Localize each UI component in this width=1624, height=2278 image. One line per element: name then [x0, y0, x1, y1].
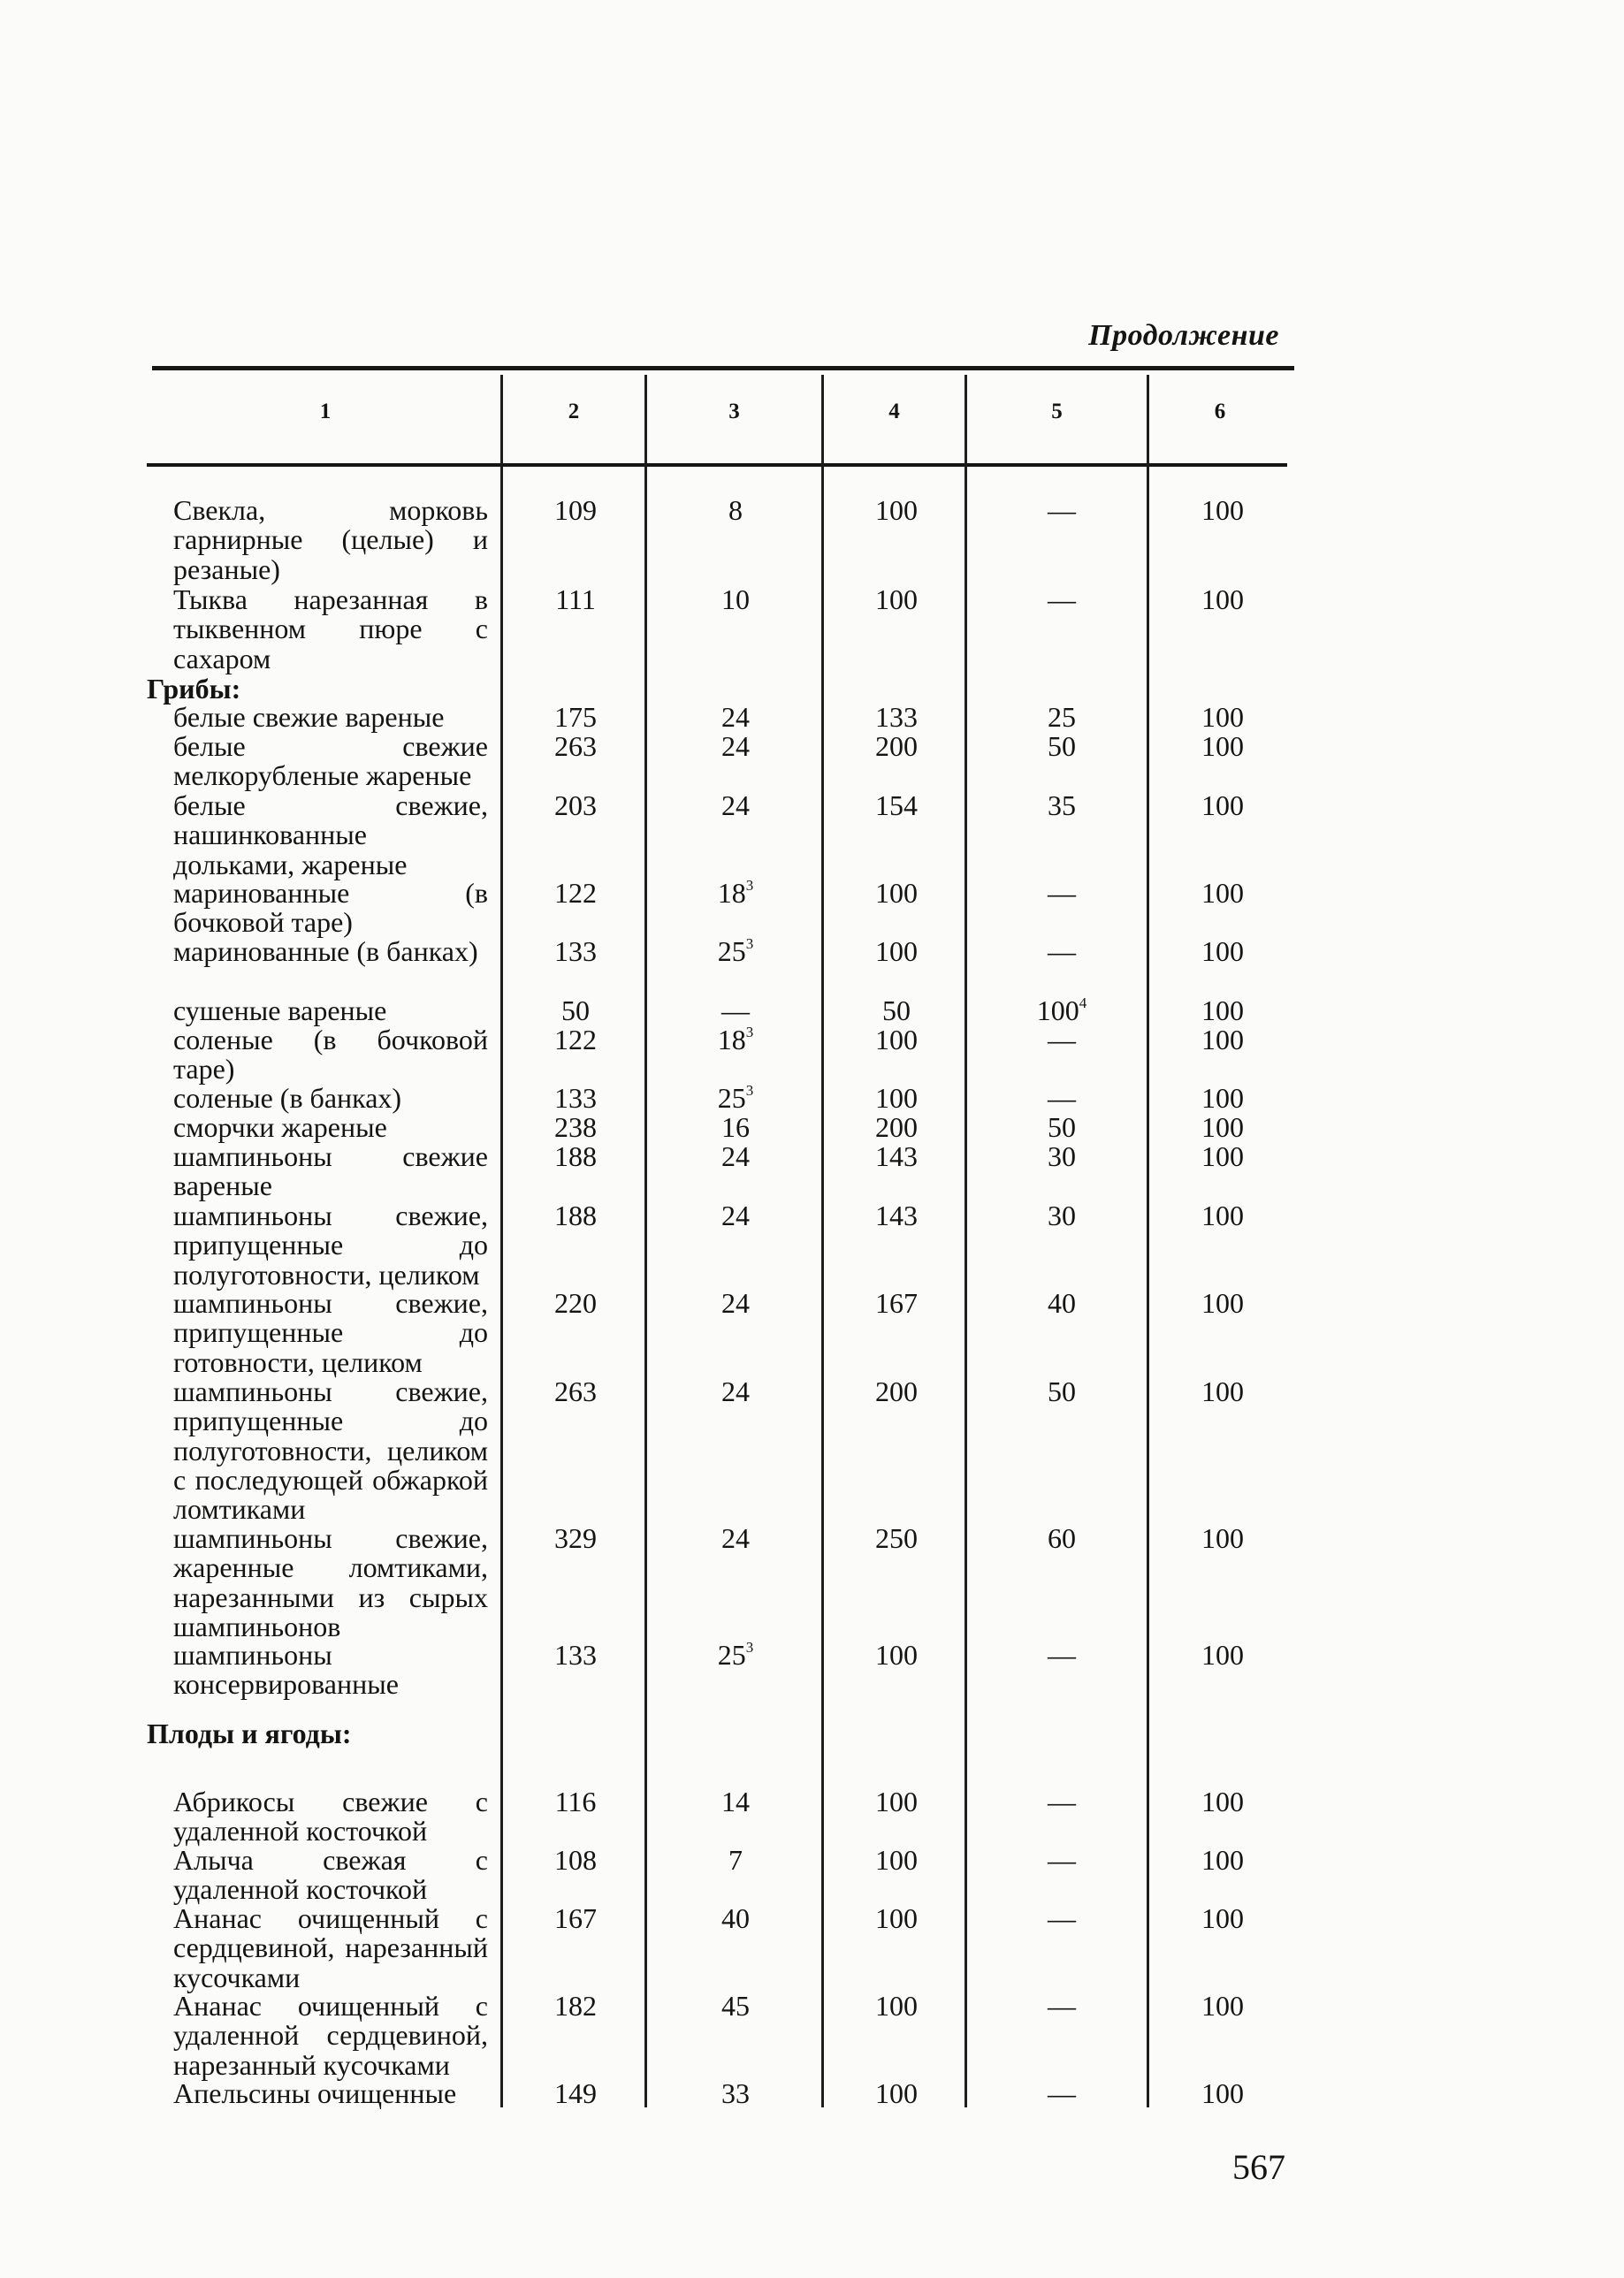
- value-col-2: [509, 791, 642, 820]
- product-name: сморчки жареные: [173, 1111, 387, 1143]
- cell-value: 100: [875, 2077, 918, 2109]
- value-col-4: [831, 1142, 962, 1171]
- cell-value: 100: [1201, 789, 1244, 821]
- value-col-3: [658, 2079, 813, 2108]
- cell-value: 133: [875, 701, 918, 733]
- value-col-2: [509, 1992, 642, 2021]
- cell-value: 24: [721, 1200, 750, 1231]
- value-col-3: [658, 996, 813, 1025]
- value-col-6: [1158, 1142, 1287, 1171]
- product-name: шампиньоны свежие, припущенные до полуготовности, целиком: [173, 1200, 488, 1291]
- value-col-5: [980, 1641, 1144, 1670]
- cell-value: 329: [554, 1522, 597, 1554]
- cell-value: 40: [721, 1902, 750, 1934]
- product-name: шампиньоны свежие, припущенные до полуготовности, целиком с последующей обжаркой ломтиками: [173, 1375, 488, 1526]
- value-col-2: [509, 879, 642, 908]
- column-divider: [1147, 375, 1149, 2107]
- cell-value: 24: [721, 1140, 750, 1172]
- product-name: соленые (в бочковой таре): [173, 1024, 488, 1086]
- cell-value: 30: [1048, 1140, 1076, 1172]
- value-col-2: [509, 1201, 642, 1230]
- cell-value: 100: [1201, 701, 1244, 733]
- value-col-5: [980, 996, 1144, 1025]
- cell-value: 109: [554, 494, 597, 526]
- cell-value: 122: [554, 1024, 597, 1055]
- product-name: Абрикосы свежие с удаленной косточкой: [173, 1786, 488, 1848]
- cell-value: 24: [721, 1375, 750, 1407]
- cell-value: 30: [1048, 1200, 1076, 1231]
- value-col-6: [1158, 1201, 1287, 1230]
- cell-value: —: [721, 994, 750, 1026]
- value-col-5: [980, 1084, 1144, 1113]
- value-col-6: [1158, 1377, 1287, 1406]
- cell-value: 133: [554, 935, 597, 967]
- value-col-2: [509, 996, 642, 1025]
- value-col-5: [980, 732, 1144, 761]
- column-divider: [821, 375, 824, 2107]
- value-col-6: [1158, 585, 1287, 614]
- value-col-5: [980, 791, 1144, 820]
- cell-value: 25: [717, 1082, 746, 1114]
- cell-value: 16: [721, 1111, 750, 1143]
- footnote-mark: 3: [745, 1024, 754, 1040]
- value-col-6: [1158, 1289, 1287, 1318]
- column-divider: [964, 375, 967, 2107]
- cell-value: —: [1048, 1990, 1076, 2022]
- value-col-6: [1158, 791, 1287, 820]
- column-divider: [500, 375, 503, 2107]
- column-header: 1: [319, 400, 332, 423]
- product-name: маринованные (в бочковой таре): [173, 877, 488, 939]
- value-col-4: [831, 2079, 962, 2108]
- value-col-2: [509, 703, 642, 732]
- cell-value: 133: [554, 1639, 597, 1671]
- cell-value: 24: [721, 789, 750, 821]
- value-col-2: [509, 1025, 642, 1055]
- value-col-6: [1158, 1787, 1287, 1817]
- column-header: 4: [888, 400, 900, 423]
- value-col-4: [831, 1025, 962, 1055]
- cell-value: —: [1048, 583, 1076, 615]
- value-col-6: [1158, 703, 1287, 732]
- cell-value: 100: [1201, 994, 1244, 1026]
- cell-value: —: [1048, 1786, 1076, 1817]
- value-col-3: [658, 1289, 813, 1318]
- header-bottom-rule: [147, 463, 1287, 467]
- cell-value: —: [1048, 494, 1076, 526]
- cell-value: 143: [875, 1140, 918, 1172]
- cell-value: 200: [875, 730, 918, 762]
- value-col-5: [980, 1377, 1144, 1406]
- cell-value: 25: [1048, 701, 1076, 733]
- value-col-2: [509, 1846, 642, 1875]
- cell-value: 167: [554, 1902, 597, 1934]
- value-col-3: [658, 791, 813, 820]
- column-header: 3: [728, 400, 740, 423]
- cell-value: 7: [728, 1844, 743, 1876]
- value-col-2: [509, 1113, 642, 1142]
- column-divider: [644, 375, 647, 2107]
- value-col-4: [831, 1084, 962, 1113]
- cell-value: 100: [1201, 1200, 1244, 1231]
- cell-value: 250: [875, 1522, 918, 1554]
- cell-value: 154: [875, 789, 918, 821]
- product-name: маринованные (в банках): [173, 935, 478, 967]
- product-name: шампиньоны свежие вареные: [173, 1140, 488, 1202]
- value-col-4: [831, 1641, 962, 1670]
- product-name: шампиньоны консервированные: [173, 1639, 399, 1701]
- cell-value: 100: [1201, 1902, 1244, 1934]
- value-col-3: [658, 496, 813, 525]
- cell-value: —: [1048, 1639, 1076, 1671]
- value-col-2: [509, 585, 642, 614]
- cell-value: 263: [554, 730, 597, 762]
- cell-value: 50: [1048, 730, 1076, 762]
- cell-value: 263: [554, 1375, 597, 1407]
- value-col-5: [980, 1142, 1144, 1171]
- cell-value: 100: [875, 1990, 918, 2022]
- value-col-3: [658, 1904, 813, 1933]
- value-col-3: [658, 1641, 813, 1670]
- footnote-mark: 3: [745, 935, 754, 952]
- value-col-5: [980, 2079, 1144, 2108]
- value-col-4: [831, 1113, 962, 1142]
- cell-value: 40: [1048, 1287, 1076, 1319]
- cell-value: 116: [554, 1786, 597, 1817]
- value-col-5: [980, 1025, 1144, 1055]
- value-col-3: [658, 1113, 813, 1142]
- value-col-3: [658, 1787, 813, 1817]
- value-col-3: [658, 937, 813, 966]
- value-col-5: [980, 1992, 1144, 2021]
- product-name: Ананас очищенный с удаленной сердцевиной, нарезанный кусочками: [173, 1990, 488, 2081]
- value-col-5: [980, 703, 1144, 732]
- value-col-5: [980, 1787, 1144, 1817]
- cell-value: 100: [875, 877, 918, 909]
- cell-value: 175: [554, 701, 597, 733]
- value-col-6: [1158, 1025, 1287, 1055]
- cell-value: 200: [875, 1375, 918, 1407]
- value-col-3: [658, 1846, 813, 1875]
- value-col-5: [980, 1201, 1144, 1230]
- cell-value: 10: [721, 583, 750, 615]
- value-col-6: [1158, 1904, 1287, 1933]
- footnote-mark: 3: [745, 1082, 754, 1099]
- value-col-3: [658, 1025, 813, 1055]
- cell-value: —: [1048, 1902, 1076, 1934]
- value-col-4: [831, 1992, 962, 2021]
- cell-value: 100: [1201, 935, 1244, 967]
- page-number: 567: [1232, 2147, 1285, 2187]
- cell-value: 100: [1201, 1639, 1244, 1671]
- cell-value: 100: [875, 583, 918, 615]
- cell-value: 24: [721, 701, 750, 733]
- value-col-4: [831, 1787, 962, 1817]
- cell-value: 24: [721, 730, 750, 762]
- cell-value: 60: [1048, 1522, 1076, 1554]
- value-col-4: [831, 879, 962, 908]
- cell-value: 238: [554, 1111, 597, 1143]
- cell-value: 18: [717, 877, 746, 909]
- value-col-3: [658, 1992, 813, 2021]
- column-header: 6: [1214, 400, 1226, 423]
- cell-value: 50: [561, 994, 590, 1026]
- value-col-5: [980, 496, 1144, 525]
- value-col-2: [509, 1524, 642, 1553]
- value-col-4: [831, 732, 962, 761]
- cell-value: 122: [554, 877, 597, 909]
- cell-value: 100: [1036, 994, 1079, 1026]
- continuation-label: Продолжение: [1088, 319, 1279, 352]
- cell-value: 100: [1201, 583, 1244, 615]
- footnote-mark: 3: [745, 877, 754, 894]
- cell-value: 220: [554, 1287, 597, 1319]
- value-col-6: [1158, 1992, 1287, 2021]
- cell-value: —: [1048, 2077, 1076, 2109]
- cell-value: 100: [875, 935, 918, 967]
- cell-value: 50: [1048, 1375, 1076, 1407]
- cell-value: 100: [875, 1786, 918, 1817]
- value-col-5: [980, 879, 1144, 908]
- value-col-4: [831, 1904, 962, 1933]
- value-col-4: [831, 1289, 962, 1318]
- value-col-6: [1158, 496, 1287, 525]
- value-col-2: [509, 1641, 642, 1670]
- value-col-3: [658, 703, 813, 732]
- cell-value: 14: [721, 1786, 750, 1817]
- cell-value: —: [1048, 1082, 1076, 1114]
- cell-value: 182: [554, 1990, 597, 2022]
- cell-value: 45: [721, 1990, 750, 2022]
- cell-value: —: [1048, 1844, 1076, 1876]
- cell-value: 50: [882, 994, 911, 1026]
- cell-value: 100: [1201, 2077, 1244, 2109]
- value-col-3: [658, 1524, 813, 1553]
- value-col-3: [658, 1142, 813, 1171]
- cell-value: 100: [875, 494, 918, 526]
- cell-value: 149: [554, 2077, 597, 2109]
- cell-value: 100: [1201, 1990, 1244, 2022]
- value-col-3: [658, 879, 813, 908]
- footnote-mark: 3: [745, 1639, 754, 1656]
- cell-value: —: [1048, 935, 1076, 967]
- cell-value: 100: [1201, 1375, 1244, 1407]
- product-name: Ананас очищенный с сердцевиной, нарезанный кусочками: [173, 1902, 488, 1993]
- value-col-6: [1158, 879, 1287, 908]
- cell-value: 24: [721, 1287, 750, 1319]
- cell-value: 100: [1201, 730, 1244, 762]
- cell-value: 50: [1048, 1111, 1076, 1143]
- cell-value: 100: [1201, 1287, 1244, 1319]
- cell-value: 188: [554, 1140, 597, 1172]
- cell-value: 188: [554, 1200, 597, 1231]
- cell-value: 100: [1201, 1140, 1244, 1172]
- cell-value: —: [1048, 1024, 1076, 1055]
- cell-value: 203: [554, 789, 597, 821]
- value-col-6: [1158, 937, 1287, 966]
- column-header: 2: [568, 400, 580, 423]
- value-col-3: [658, 732, 813, 761]
- cell-value: 33: [721, 2077, 750, 2109]
- value-col-3: [658, 585, 813, 614]
- value-col-4: [831, 703, 962, 732]
- product-name: соленые (в банках): [173, 1082, 402, 1114]
- value-col-4: [831, 791, 962, 820]
- value-col-4: [831, 1524, 962, 1553]
- value-col-5: [980, 1524, 1144, 1553]
- value-col-2: [509, 1904, 642, 1933]
- product-name: белые свежие мелкорубленые жареные: [173, 730, 488, 792]
- cell-value: 100: [1201, 1522, 1244, 1554]
- cell-value: 24: [721, 1522, 750, 1554]
- cell-value: 100: [1201, 494, 1244, 526]
- value-col-5: [980, 937, 1144, 966]
- value-col-2: [509, 732, 642, 761]
- value-col-6: [1158, 732, 1287, 761]
- value-col-5: [980, 1904, 1144, 1933]
- footnote-mark: 4: [1079, 994, 1087, 1011]
- cell-value: 100: [875, 1024, 918, 1055]
- value-col-3: [658, 1377, 813, 1406]
- cell-value: 100: [1201, 1082, 1244, 1114]
- value-col-4: [831, 496, 962, 525]
- cell-value: 111: [555, 583, 596, 615]
- cell-value: 100: [875, 1639, 918, 1671]
- product-name: белые свежие вареные: [173, 701, 445, 733]
- value-col-2: [509, 1377, 642, 1406]
- cell-value: —: [1048, 877, 1076, 909]
- product-name: шампиньоны свежие, припущенные до готовности, целиком: [173, 1287, 488, 1378]
- value-col-2: [509, 496, 642, 525]
- cell-value: 100: [1201, 1111, 1244, 1143]
- value-col-6: [1158, 1084, 1287, 1113]
- value-col-2: [509, 1142, 642, 1171]
- cell-value: 143: [875, 1200, 918, 1231]
- value-col-4: [831, 1377, 962, 1406]
- value-col-4: [831, 937, 962, 966]
- value-col-4: [831, 585, 962, 614]
- cell-value: 25: [717, 1639, 746, 1671]
- group-heading: Грибы:: [147, 673, 241, 705]
- value-col-6: [1158, 2079, 1287, 2108]
- cell-value: 18: [717, 1024, 746, 1055]
- product-name: Алыча свежая с удаленной косточкой: [173, 1844, 488, 1906]
- cell-value: 200: [875, 1111, 918, 1143]
- cell-value: 100: [1201, 1786, 1244, 1817]
- value-col-2: [509, 1289, 642, 1318]
- column-header: 5: [1051, 400, 1063, 423]
- value-col-6: [1158, 1524, 1287, 1553]
- cell-value: 100: [875, 1844, 918, 1876]
- value-col-4: [831, 1201, 962, 1230]
- value-col-6: [1158, 1641, 1287, 1670]
- value-col-2: [509, 1787, 642, 1817]
- value-col-6: [1158, 996, 1287, 1025]
- cell-value: 100: [1201, 1844, 1244, 1876]
- value-col-5: [980, 1289, 1144, 1318]
- product-name: Апельсины очищенные: [173, 2077, 457, 2109]
- value-col-2: [509, 2079, 642, 2108]
- product-name: Тыква нарезанная в тыквенном пюре с сахаром: [173, 583, 488, 674]
- product-name: шампиньоны свежие, жаренные ломтиками, нарезанными из сырых шампиньонов: [173, 1522, 488, 1642]
- value-col-6: [1158, 1846, 1287, 1875]
- value-col-2: [509, 937, 642, 966]
- cell-value: 167: [875, 1287, 918, 1319]
- cell-value: 100: [1201, 1024, 1244, 1055]
- cell-value: 100: [1201, 877, 1244, 909]
- value-col-4: [831, 1846, 962, 1875]
- product-name: сушеные вареные: [173, 994, 387, 1026]
- cell-value: 8: [728, 494, 743, 526]
- cell-value: 35: [1048, 789, 1076, 821]
- value-col-2: [509, 1084, 642, 1113]
- value-col-5: [980, 1113, 1144, 1142]
- value-col-4: [831, 996, 962, 1025]
- cell-value: 108: [554, 1844, 597, 1876]
- group-heading: Плоды и ягоды:: [147, 1718, 352, 1749]
- value-col-6: [1158, 1113, 1287, 1142]
- table-top-rule: [152, 366, 1294, 370]
- product-name: Свекла, морковь гарнирные (целые) и резаные): [173, 494, 488, 585]
- value-col-5: [980, 1846, 1144, 1875]
- value-col-3: [658, 1084, 813, 1113]
- cell-value: 25: [717, 935, 746, 967]
- value-col-3: [658, 1201, 813, 1230]
- cell-value: 100: [875, 1902, 918, 1934]
- cell-value: 100: [875, 1082, 918, 1114]
- value-col-5: [980, 585, 1144, 614]
- cell-value: 133: [554, 1082, 597, 1114]
- product-name: белые свежие, нашинкованные дольками, жареные: [173, 789, 488, 880]
